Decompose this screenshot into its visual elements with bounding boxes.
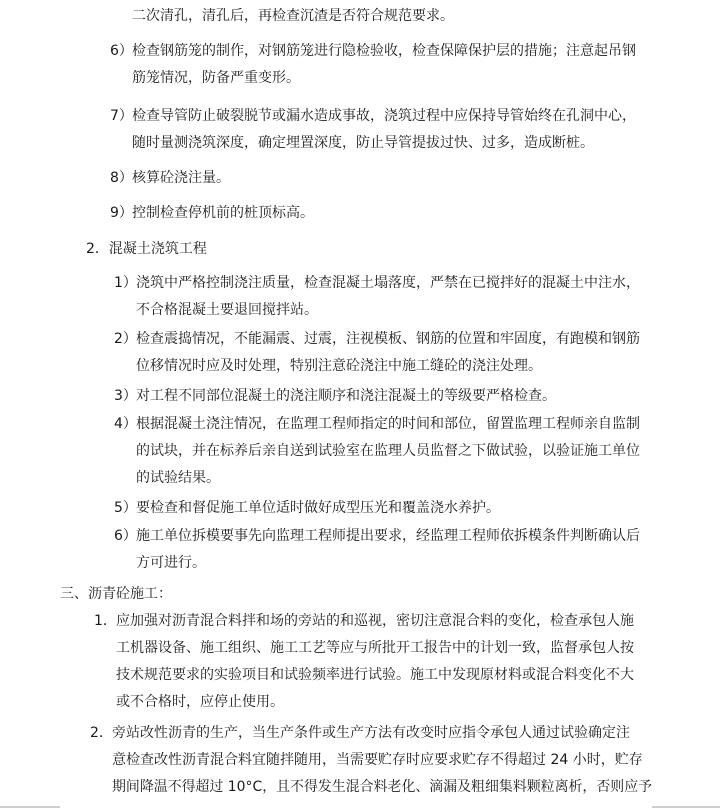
list-item-line: 或不合格时，应停止使用。: [116, 694, 284, 710]
list-item-number: 8）: [110, 170, 133, 186]
list-item-line: 应加强对沥青混合料拌和场的旁站的和巡视，密切注意混合料的变化，检查承包人施: [116, 613, 634, 629]
list-item-number: 5）: [114, 500, 137, 516]
continuation-line: 二次清孔，清孔后，再检查沉渣是否符合规范要求。: [132, 8, 454, 24]
list-item-number: 2．: [90, 725, 113, 741]
list-item-line: 位移情况时应及时处理，特别注意砼浇注中施工缝砼的浇注处理。: [136, 358, 542, 374]
list-item-number: 9）: [110, 205, 133, 221]
list-item-number: 4）: [114, 416, 137, 432]
list-item-line: 筋笼情况，防备严重变形。: [132, 70, 300, 86]
list-item-line: 施工单位拆模要事先向监理工程师提出要求，经监理工程师依拆模条件判断确认后: [136, 528, 640, 544]
list-item-line: 的试验结果。: [136, 470, 220, 486]
list-item-line: 检查导管防止破裂脱节或漏水造成事故，浇筑过程中应保持导管始终在孔洞中心，: [132, 108, 636, 124]
section-heading-asphalt: 三、沥青砼施工：: [60, 586, 172, 602]
list-item-line: 对工程不同部位混凝土的浇注顺序和浇注混凝土的等级要严格检查。: [136, 388, 556, 404]
list-item-line: 根据混凝土浇注情况，在监理工程师指定的时间和部位，留置监理工程师亲自监制: [136, 416, 640, 432]
list-item-line: 意检查改性沥青混合料宜随拌随用，当需要贮存时应要求贮存不得超过 24 小时，贮存: [112, 752, 643, 768]
list-item-line: 方可进行。: [136, 555, 206, 571]
list-item-line: 工机器设备、施工组织、施工工艺等应与所批开工报告中的计划一致，监督承包人按: [116, 640, 634, 656]
list-item-line: 随时量测浇筑深度，确定埋置深度，防止导管提拔过快、过多，造成断桩。: [132, 135, 594, 151]
list-item-number: 3）: [114, 388, 137, 404]
section-heading-concrete: 2．混凝土浇筑工程: [86, 241, 207, 257]
list-item-number: 7）: [110, 108, 133, 124]
list-item-number: 6）: [110, 43, 133, 59]
list-item-line: 旁站改性沥青的生产，当生产条件或生产方法有改变时应指令承包人通过试验确定注: [112, 725, 630, 741]
list-item-line: 核算砼浇注量。: [132, 170, 230, 186]
list-item-line: 不合格混凝土要退回搅拌站。: [136, 302, 318, 318]
list-item-line: 期间降温不得超过 10°C，且不得发生混合料老化、滴漏及粗细集料颗粒离析，否则应予: [112, 779, 653, 795]
list-item-number: 2）: [114, 331, 137, 347]
list-item-line: 控制检查停机前的桩顶标高。: [132, 205, 314, 221]
list-item-line: 的试块，并在标养后亲自送到试验室在监理人员监督之下做试验，以验证施工单位: [136, 443, 640, 459]
list-item-line: 技术规范要求的实验项目和试验频率进行试验。施工中发现原材料或混合料变化不大: [116, 667, 634, 683]
list-item-number: 1）: [114, 275, 137, 291]
list-item-number: 1．: [94, 613, 117, 629]
list-item-line: 浇筑中严格控制浇注质量，检查混凝土塌落度，严禁在已搅拌好的混凝土中注水，: [136, 275, 640, 291]
list-item-line: 检查震捣情况，不能漏震、过震，注视模板、钢筋的位置和牢固度，有跑模和钢筋: [136, 331, 640, 347]
list-item-line: 检查钢筋笼的制作，对钢筋笼进行隐检验收，检查保障保护层的措施；注意起吊钢: [132, 43, 636, 59]
list-item-number: 6）: [114, 528, 137, 544]
list-item-line: 要检查和督促施工单位适时做好成型压光和覆盖浇水养护。: [136, 500, 500, 516]
